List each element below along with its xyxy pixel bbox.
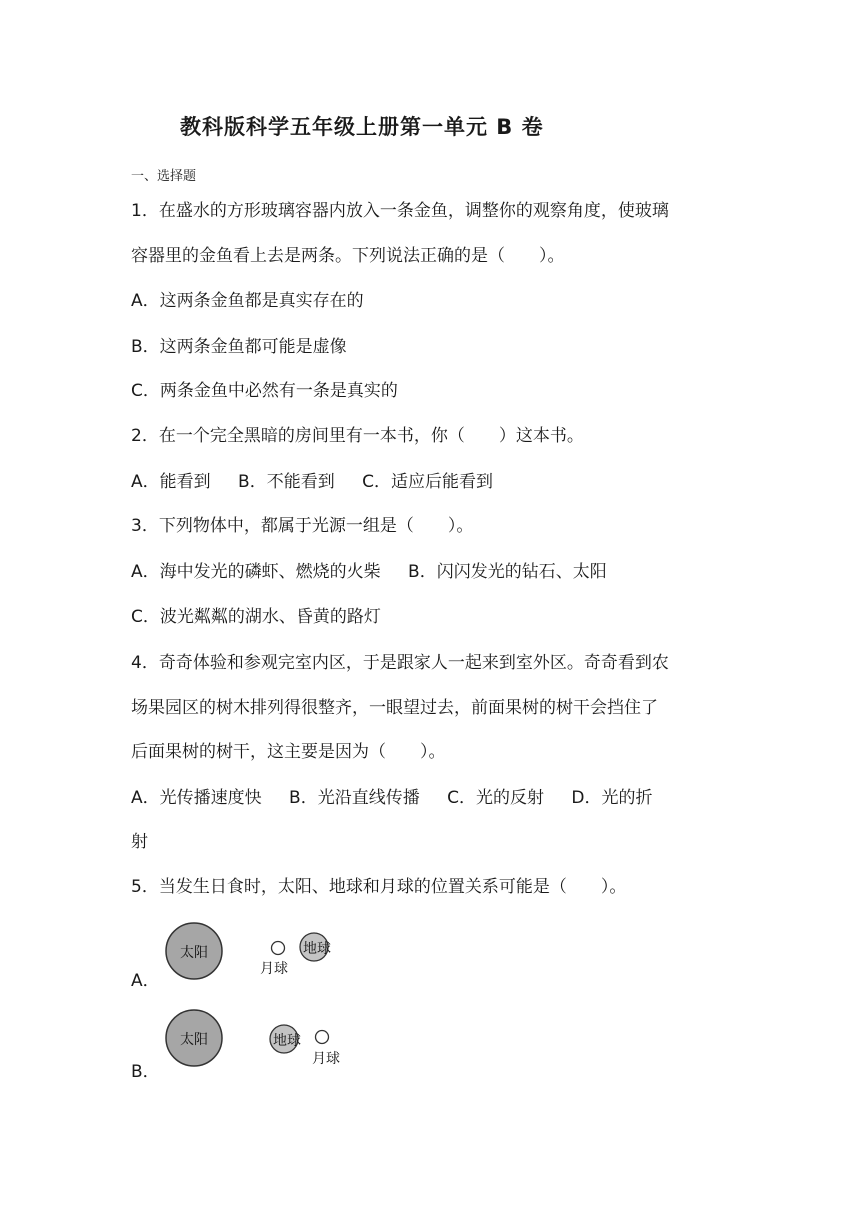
section-heading: 一、选择题 — [131, 169, 197, 184]
q5-option-b-label: B． — [131, 1062, 160, 1082]
moon-circle — [316, 1031, 329, 1044]
q4-options — [131, 787, 653, 809]
q5-line1: 5．当发生日食时，太阳、地球和月球的位置关系可能是（ ）。 — [131, 877, 627, 897]
q4-option-a: A．光传播速度快 — [131, 788, 262, 808]
q1-option-c: C．两条金鱼中必然有一条是真实的 — [131, 381, 398, 401]
earth-label: 地球 — [303, 941, 331, 957]
q2-options — [131, 471, 493, 493]
q1-line2: 容器里的金鱼看上去是两条。下列说法正确的是（ ）。 — [131, 246, 565, 266]
q4-line3: 后面果树的树干，这主要是因为（ ）。 — [131, 742, 446, 762]
q3-options — [131, 561, 607, 583]
page-title: 教科版科学五年级上册第一单元 B 卷 — [180, 115, 544, 139]
q4-option-d: D．光的折 — [571, 788, 653, 808]
moon-circle — [272, 942, 285, 955]
q1-line1: 1．在盛水的方形玻璃容器内放入一条金鱼，调整你的观察角度，使玻璃 — [131, 201, 669, 221]
q4-line2: 场果园区的树木排列得很整齐，一眼望过去，前面果树的树干会挡住了 — [131, 698, 658, 718]
q3-line1: 3．下列物体中，都属于光源一组是（ ）。 — [131, 516, 474, 536]
q4-line1: 4．奇奇体验和参观完室内区，于是跟家人一起来到室外区。奇奇看到农 — [131, 653, 669, 673]
q2-option-b: B．不能看到 — [238, 472, 335, 492]
earth-label: 地球 — [273, 1033, 301, 1049]
q5-option-a-diagram — [160, 918, 360, 988]
moon-label: 月球 — [312, 1051, 340, 1067]
q2-line1: 2．在一个完全黑暗的房间里有一本书，你（ ）这本书。 — [131, 426, 584, 446]
q3-option-c: C．波光粼粼的湖水、昏黄的路灯 — [131, 607, 381, 627]
q4-option-b: B．光沿直线传播 — [289, 788, 420, 808]
moon-label: 月球 — [260, 961, 288, 977]
q5-option-a-label: A． — [131, 971, 160, 991]
sun-label: 太阳 — [180, 1032, 208, 1048]
q4-option-c: C．光的反射 — [447, 788, 544, 808]
q5-option-b-diagram — [160, 1006, 360, 1078]
q3-option-a: A．海中发光的磷虾、燃烧的火柴 — [131, 562, 381, 582]
sun-label: 太阳 — [180, 945, 208, 961]
q2-option-c: C．适应后能看到 — [362, 472, 493, 492]
q4-option-d-continued: 射 — [131, 832, 148, 852]
q1-option-a: A．这两条金鱼都是真实存在的 — [131, 291, 364, 311]
q2-option-a: A．能看到 — [131, 472, 211, 492]
q3-option-b: B．闪闪发光的钻石、太阳 — [408, 562, 607, 582]
q1-option-b: B．这两条金鱼都可能是虚像 — [131, 337, 347, 357]
